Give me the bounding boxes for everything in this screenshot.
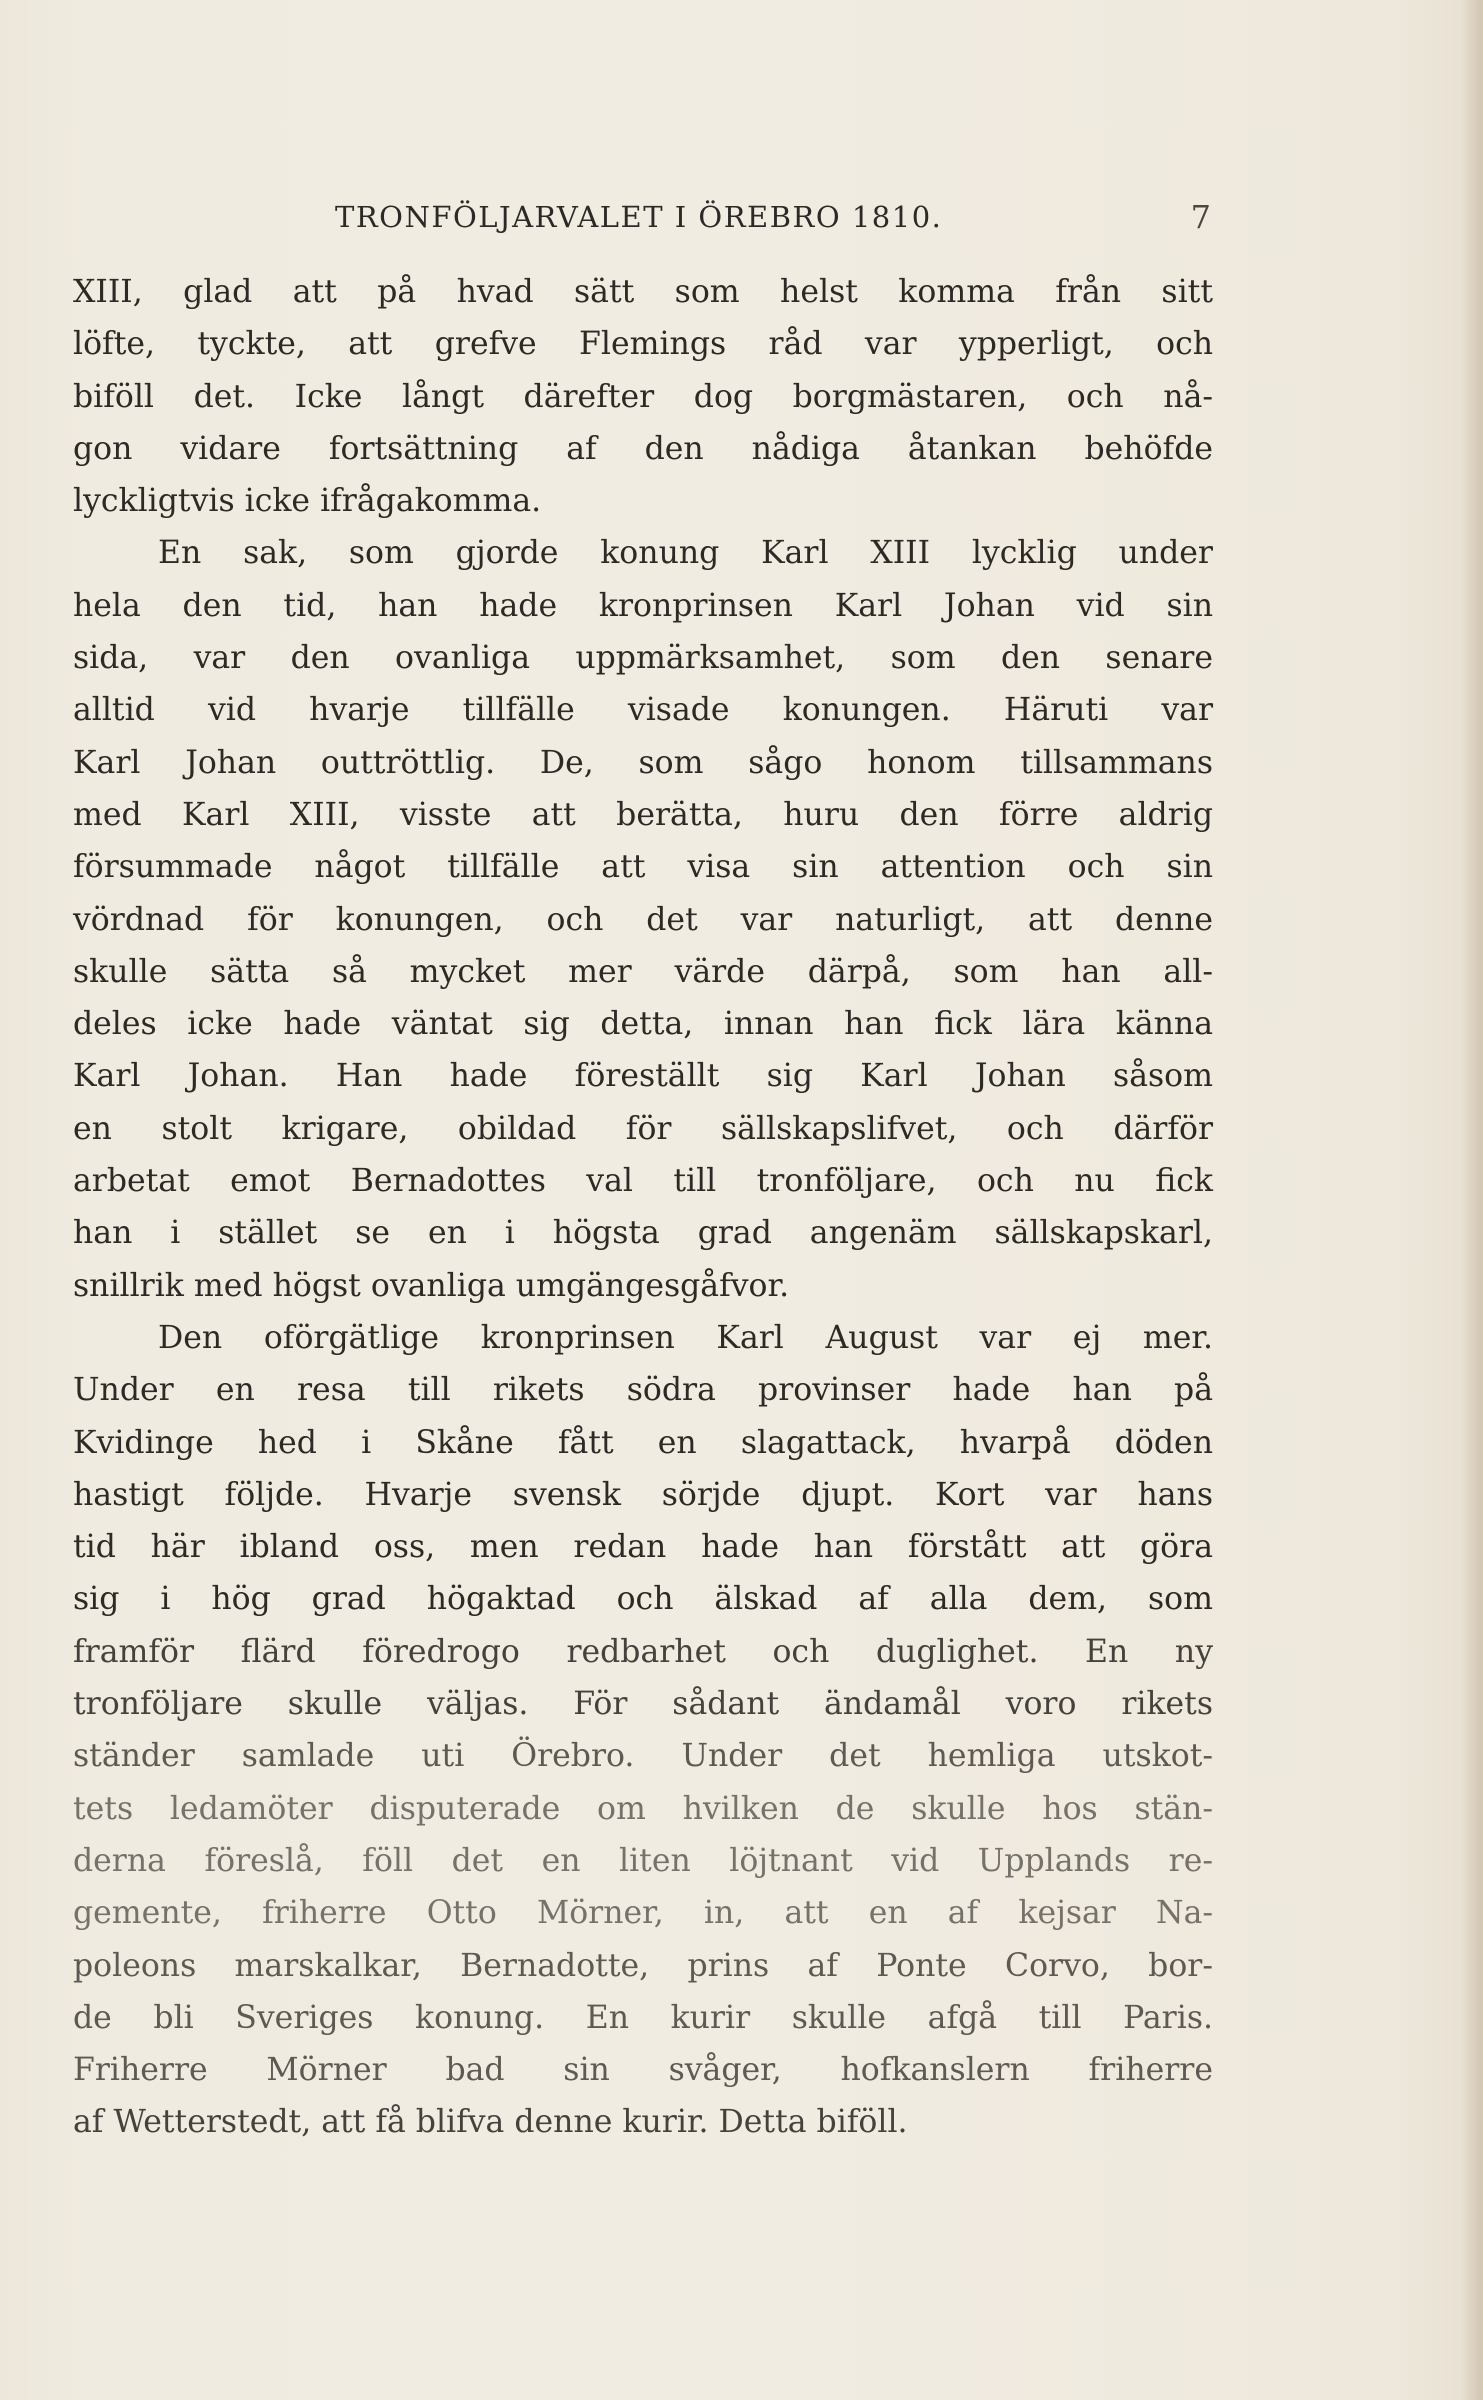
- text-line: gon vidare fortsättning af den nådiga åtankan behöfde: [73, 430, 1213, 467]
- text-line: tronföljare skulle väljas. För sådant ändamål voro rikets: [73, 1686, 1213, 1723]
- text-line: ständer samlade uti Örebro. Under det hemliga utskot-: [73, 1738, 1213, 1775]
- text-line: deles icke hade väntat sig detta, innan han fick lära känna: [73, 1006, 1213, 1043]
- text-line: med Karl XIII, visste att berätta, huru den förre aldrig: [73, 796, 1213, 833]
- text-line: biföll det. Icke långt därefter dog borgmästaren, och nå-: [73, 378, 1213, 415]
- page-number: 7: [1190, 198, 1211, 236]
- text-line: snillrik med högst ovanliga umgängesgåfvor.: [73, 1267, 790, 1304]
- text-line: en stolt krigare, obildad för sällskapslifvet, och därför: [73, 1110, 1213, 1147]
- text-line: Under en resa till rikets södra provinser hade han på: [73, 1372, 1213, 1409]
- text-line: Friherre Mörner bad sin svåger, hofkanslern friherre: [73, 2052, 1213, 2089]
- text-line: sida, var den ovanliga uppmärksamhet, som den senare: [73, 640, 1213, 677]
- text-line: skulle sätta så mycket mer värde därpå, som han all-: [73, 953, 1213, 990]
- body-text: [73, 266, 1213, 2149]
- text-line: Kvidinge hed i Skåne fått en slagattack, hvarpå döden: [73, 1424, 1213, 1461]
- page-edge-shadow: [1461, 0, 1483, 2400]
- text-line: poleons marskalkar, Bernadotte, prins af Ponte Corvo, bor-: [73, 1947, 1213, 1984]
- text-line: lyckligtvis icke ifrågakomma.: [73, 483, 542, 520]
- text-line: XIII, glad att på hvad sätt som helst komma från sitt: [73, 274, 1213, 310]
- text-line: löfte, tyckte, att grefve Flemings råd var ypperligt, och: [73, 326, 1213, 363]
- text-line: hela den tid, han hade kronprinsen Karl Johan vid sin: [73, 587, 1213, 624]
- text-line: han i stället se en i högsta grad angenäm sällskapskarl,: [73, 1215, 1213, 1252]
- text-line: vördnad för konungen, och det var naturligt, att denne: [73, 901, 1213, 938]
- text-line: de bli Sveriges konung. En kurir skulle afgå till Paris.: [73, 1999, 1213, 2036]
- text-line: framför flärd föredrogo redbarhet och duglighet. En ny: [73, 1633, 1213, 1670]
- page-header: [77, 194, 1211, 240]
- text-line: sig i hög grad högaktad och älskad af alla dem, som: [73, 1581, 1213, 1618]
- text-line: Karl Johan outtröttlig. De, som sågo honom tillsammans: [73, 744, 1213, 781]
- running-title: TRONFÖLJARVALET I ÖREBRO 1810.: [335, 200, 943, 234]
- text-line: tets ledamöter disputerade om hvilken de skulle hos stän-: [73, 1790, 1213, 1827]
- text-line: alltid vid hvarje tillfälle visade konungen. Häruti var: [73, 692, 1213, 729]
- text-line: Den oförgätlige kronprinsen Karl August var ej mer.: [158, 1319, 1213, 1356]
- text-line: En sak, som gjorde konung Karl XIII lycklig under: [158, 535, 1213, 572]
- text-line: gemente, friherre Otto Mörner, in, att en af kejsar Na-: [73, 1895, 1213, 1932]
- text-line: tid här ibland oss, men redan hade han förstått att göra: [73, 1529, 1213, 1566]
- text-line: arbetat emot Bernadottes val till tronföljare, och nu fick: [73, 1163, 1213, 1200]
- text-line: Karl Johan. Han hade föreställt sig Karl Johan såsom: [73, 1058, 1213, 1095]
- text-line: derna föreslå, föll det en liten löjtnant vid Upplands re-: [73, 1842, 1213, 1879]
- text-line: af Wetterstedt, att få blifva denne kurir. Detta biföll.: [73, 2104, 908, 2141]
- text-line: hastigt följde. Hvarje svensk sörjde djupt. Kort var hans: [73, 1476, 1213, 1513]
- text-line: försummade något tillfälle att visa sin attention och sin: [73, 849, 1213, 886]
